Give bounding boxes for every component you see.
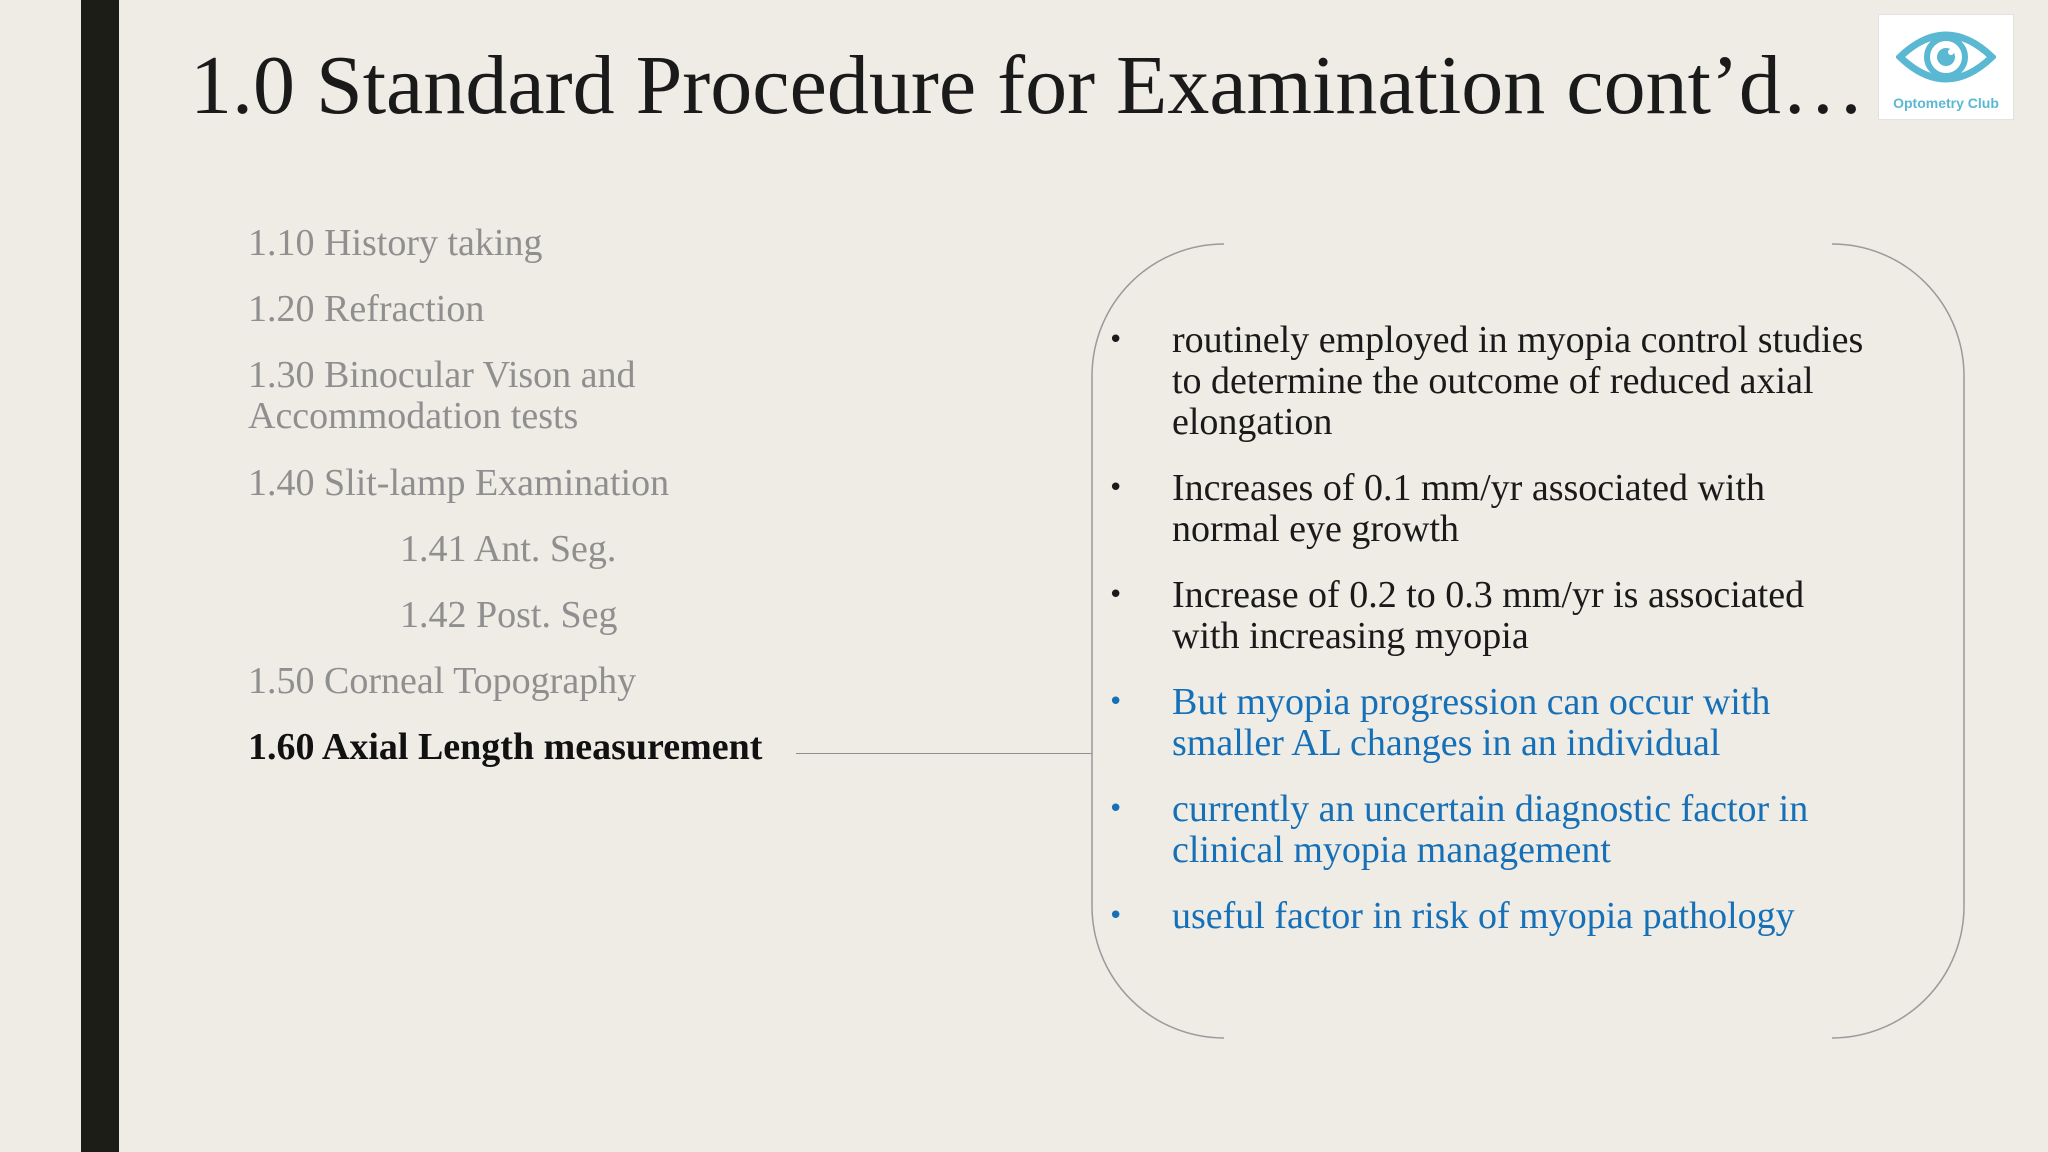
bullet-item <box>1100 575 1880 657</box>
bullet-item <box>1100 789 1880 871</box>
menu-item-binocular-vision-line2: Accommodation tests <box>248 395 579 437</box>
eye-icon <box>1896 19 1996 95</box>
optometry-club-logo <box>1878 14 2014 120</box>
bullet-item <box>1100 896 1880 937</box>
menu-item-history-taking: 1.10 History taking <box>248 222 543 264</box>
bullet-dot: • <box>1108 794 1124 824</box>
bullet-dot: • <box>1108 687 1124 717</box>
menu-item-axial-length: 1.60 Axial Length measurement <box>248 726 763 768</box>
bullet-dot: • <box>1108 901 1124 931</box>
bullet-text: routinely employed in myopia control studies to determine the outcome of reduced axial elongation <box>1172 319 1864 443</box>
menu-item-post-seg: 1.42 Post. Seg <box>400 594 618 636</box>
connector-line <box>796 753 1092 754</box>
left-accent-bar <box>81 0 119 1152</box>
bullet-text: useful factor in risk of myopia pathology <box>1172 895 1795 937</box>
bullet-dot: • <box>1108 325 1124 355</box>
menu-item-ant-seg: 1.41 Ant. Seg. <box>400 528 617 570</box>
bullet-text: currently an uncertain diagnostic factor in clinical myopia management <box>1172 788 1809 871</box>
bullet-list <box>1100 320 1880 962</box>
logo-text: Optometry Club <box>1893 95 1999 111</box>
menu-item-binocular-vision: 1.30 Binocular Vison and <box>248 354 636 396</box>
bullet-dot: • <box>1108 580 1124 610</box>
bullet-dot: • <box>1108 473 1124 503</box>
bullet-text: Increase of 0.2 to 0.3 mm/yr is associated with increasing myopia <box>1172 574 1805 657</box>
menu-item-slit-lamp: 1.40 Slit-lamp Examination <box>248 462 670 504</box>
menu-item-corneal-topography: 1.50 Corneal Topography <box>248 660 637 702</box>
bullet-text: But myopia progression can occur with smaller AL changes in an individual <box>1172 681 1771 764</box>
bullet-item <box>1100 320 1880 443</box>
bullet-item <box>1100 468 1880 550</box>
bullet-item <box>1100 682 1880 764</box>
bullet-text: Increases of 0.1 mm/yr associated with normal eye growth <box>1172 467 1766 550</box>
slide-title: 1.0 Standard Procedure for Examination cont’d… <box>190 39 1865 132</box>
menu-item-refraction: 1.20 Refraction <box>248 288 485 330</box>
